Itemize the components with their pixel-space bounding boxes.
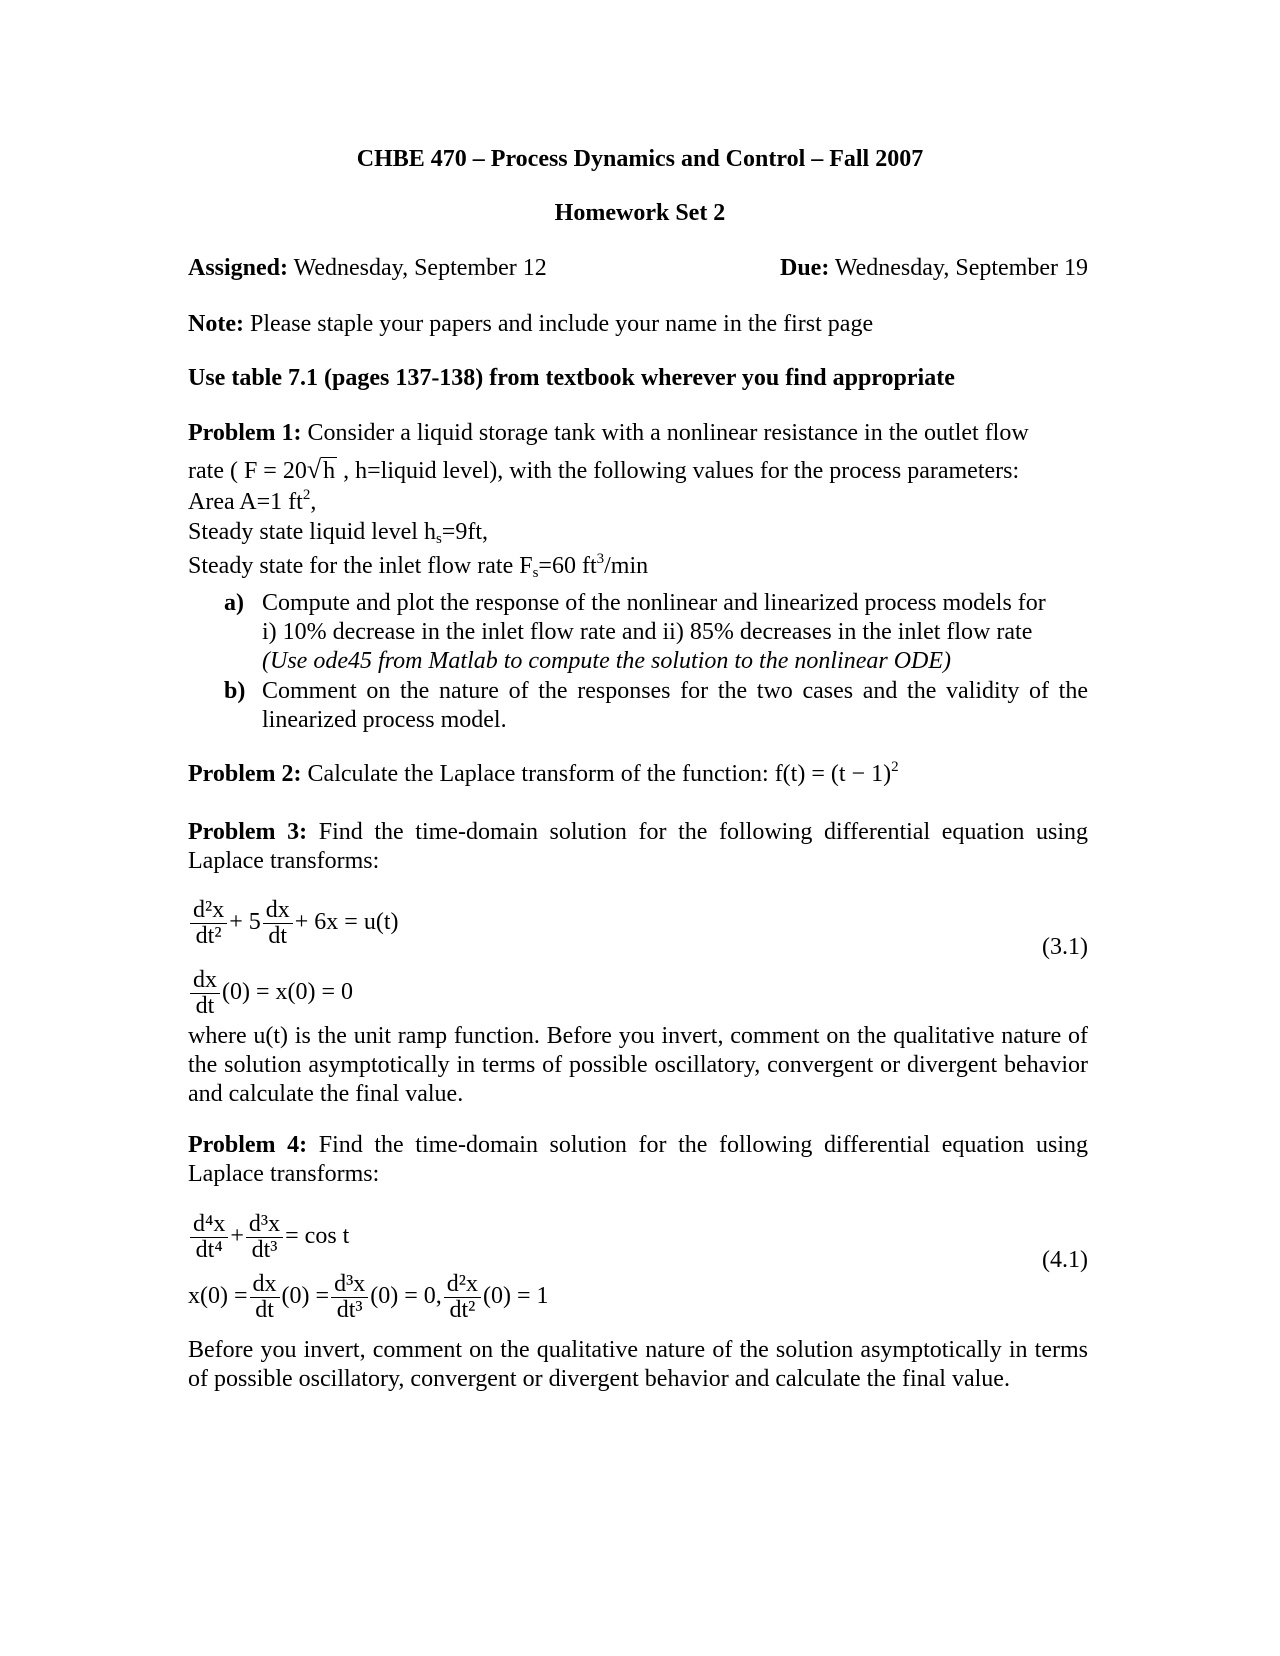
due-date	[780, 254, 1088, 283]
equation-4-1-line-2: x(0) = $\frac{dx}{dt}$ (0) = $\frac{\text{d³x}}{\text{dt³}}$ (0) = 0, $\frac{\text{d²x}}{\text{dt²}}$ (0) = 1	[188, 1271, 549, 1324]
problem-3-after: where u(t) is the unit ramp function. Before you invert, comment on the qualitative nature of the solution asymptotically in terms of possible oscillatory, convergent or divergent behavior and calculate the final value.	[188, 1023, 1088, 1107]
equation-3-1-number: (3.1)	[1042, 934, 1088, 960]
problem-4-statement: Problem 4: Find the time-domain solution for the following differential equation using Laplace transforms:	[188, 1132, 1088, 1187]
problem-1-level: Steady state liquid level $h_s=9ft$,	[188, 519, 488, 548]
part-a: a) Compute and plot the response of the nonlinear and linearized process models for i) 10% decrease in the inlet flow rate and ii) 85% decreases in the inlet flow rate (Use ode45 from Matlab to compute the solution to the nonlinear ODE)	[224, 590, 1046, 674]
note-label: Note:	[188, 311, 244, 337]
part-b: b) Comment on the nature of the responses for the two cases and the validity of the linearized process model.	[224, 678, 1088, 734]
part-b-label: b)	[224, 678, 246, 705]
sqrt-h: h	[323, 457, 336, 484]
equation-4-1-number: (4.1)	[1042, 1247, 1088, 1273]
problem-1	[188, 419, 1088, 582]
problem-1-rate: rate ( F = 20√h , h=liquid level), with the following values for the process parameters:	[188, 454, 1020, 484]
problem-4-after: Before you invert, comment on the qualitative nature of the solution asymptotically in terms of possible oscillatory, convergent or divergent behavior and calculate the final value.	[188, 1337, 1088, 1392]
due-label: Due:	[779, 255, 830, 281]
part-a-label: a)	[224, 590, 244, 616]
problem-3-label: Problem 3:	[188, 819, 308, 845]
problem-1-flow: Steady state for the inlet flow rate $F_s=60$ $ft^3/\min$	[188, 551, 649, 582]
note-line	[188, 310, 873, 339]
problem-3-statement: Problem 3: Find the time-domain solution for the following differential equation using Laplace transforms:	[188, 819, 1088, 874]
assigned-label: Assigned:	[188, 255, 289, 281]
homework-set-title: Homework Set 2	[554, 200, 726, 226]
equation-4-1-line-1: $\frac{\text{d⁴x}}{\text{dt⁴}}$ + $\frac{\text{d³x}}{\text{dt³}}$ = cos t	[188, 1212, 349, 1263]
problem-1-area: Area A=1 $ft^2$,	[188, 486, 317, 515]
problem-2-function: $f(t) = (t - 1)^2$	[774, 759, 899, 787]
equation-3-1-line-1: $\frac{\text{d²x}}{\text{dt²}}$ + 5 $\frac{dx}{dt}$ + 6x = u(t)	[188, 898, 398, 949]
problem-2-label: Problem 2:	[188, 761, 302, 787]
equation-3-1-line-2: $\frac{dx}{dt}$ (0) = x(0) = 0	[188, 968, 353, 1019]
note-text: Please staple your papers and include your name in the first page	[249, 311, 874, 337]
problem-2: Problem 2: Calculate the Laplace transform of the function: $f(t) = (t - 1)^2$	[188, 759, 899, 787]
assigned-date	[188, 254, 547, 283]
problem-1-label: Problem 1:	[188, 420, 302, 446]
course-title: CHBE 470 – Process Dynamics and Control – Fall 2007	[356, 146, 924, 172]
problem-1-parts	[224, 589, 1088, 735]
assigned-value: Wednesday, September 12	[293, 255, 547, 281]
table-note: Use table 7.1 (pages 137-138) from textbook wherever you find appropriate	[188, 365, 955, 391]
due-value: Wednesday, September 19	[834, 255, 1088, 281]
problem-1-intro: Problem 1: Consider a liquid storage tank with a nonlinear resistance in the outlet flow	[188, 420, 1029, 446]
problem-4-label: Problem 4:	[188, 1132, 308, 1158]
